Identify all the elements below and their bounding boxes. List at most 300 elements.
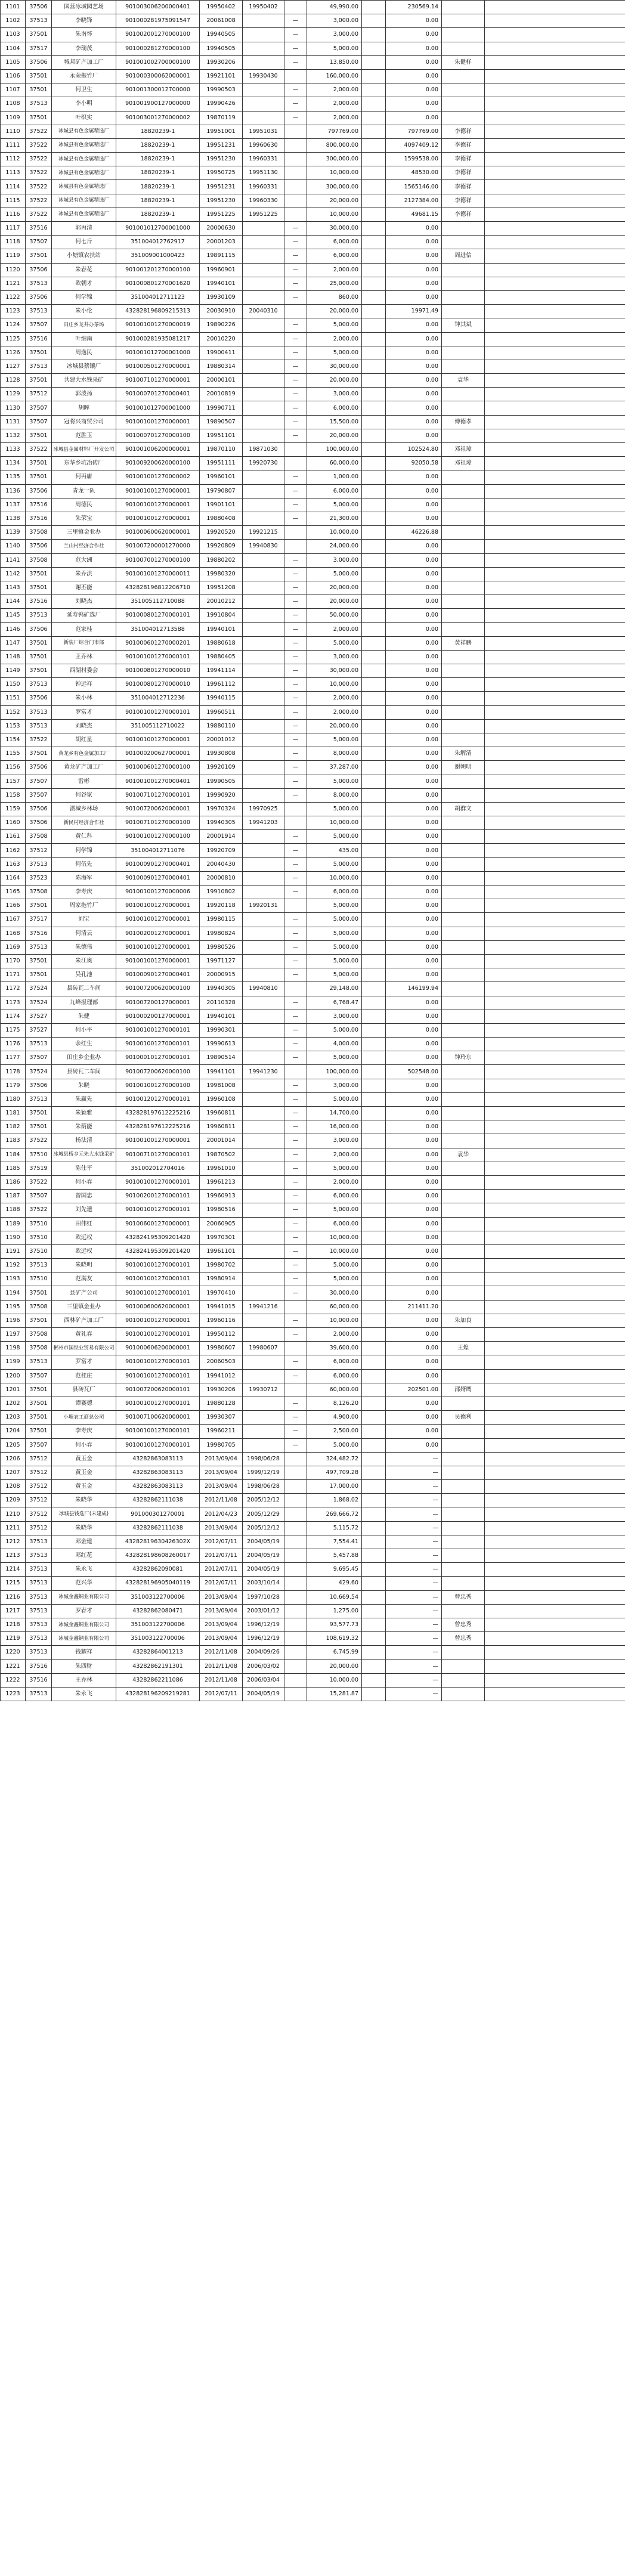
cell-col-1: 37501 bbox=[26, 1286, 52, 1300]
cell-col-0: 1177 bbox=[1, 1051, 26, 1065]
cell-col-6: — bbox=[284, 775, 307, 788]
empty-cell bbox=[485, 498, 625, 512]
cell-col-5 bbox=[243, 55, 284, 69]
cell-col-5 bbox=[243, 318, 284, 332]
empty-cell bbox=[485, 125, 625, 138]
cell-col-10: 袁华 bbox=[442, 1148, 485, 1162]
cell-col-10 bbox=[442, 540, 485, 553]
cell-col-6: — bbox=[284, 1397, 307, 1410]
cell-col-1: 37513 bbox=[26, 14, 52, 28]
cell-col-5 bbox=[243, 484, 284, 498]
table-row bbox=[1, 1632, 625, 1646]
cell-col-8 bbox=[362, 249, 386, 263]
cell-col-0: 1203 bbox=[1, 1411, 26, 1425]
cell-col-3: 43282863083113 bbox=[116, 1452, 200, 1466]
cell-col-7: 20,000.00 bbox=[307, 581, 362, 595]
cell-col-10 bbox=[442, 692, 485, 705]
cell-col-0: 1175 bbox=[1, 1023, 26, 1037]
cell-col-8 bbox=[362, 346, 386, 360]
cell-col-3: 43282862211086 bbox=[116, 1673, 200, 1687]
cell-col-7: 5,000.00 bbox=[307, 940, 362, 954]
empty-cell bbox=[485, 664, 625, 678]
cell-col-5: 19960331 bbox=[243, 180, 284, 194]
cell-col-9: 0.00 bbox=[386, 1038, 442, 1051]
cell-col-4: 20001012 bbox=[200, 733, 243, 747]
cell-col-0: 1199 bbox=[1, 1355, 26, 1369]
table-row bbox=[1, 1397, 625, 1410]
cell-col-1: 37501 bbox=[26, 429, 52, 442]
cell-col-7: 6,000.00 bbox=[307, 249, 362, 263]
table-row bbox=[1, 1217, 625, 1231]
cell-col-10 bbox=[442, 1659, 485, 1673]
cell-col-7: 3,000.00 bbox=[307, 1079, 362, 1092]
cell-col-4: 19961101 bbox=[200, 1244, 243, 1258]
cell-col-1: 37513 bbox=[26, 1632, 52, 1646]
cell-col-3: 901000200127000001 bbox=[116, 1010, 200, 1023]
cell-col-5: 19980607 bbox=[243, 1342, 284, 1355]
cell-col-9: 0.00 bbox=[386, 747, 442, 761]
cell-col-2: 雷彬 bbox=[52, 775, 116, 788]
empty-cell bbox=[485, 374, 625, 388]
cell-col-1: 37513 bbox=[26, 678, 52, 692]
cell-col-7: 6,000.00 bbox=[307, 1217, 362, 1231]
cell-col-9: — bbox=[386, 1494, 442, 1507]
cell-col-7: 10,000.00 bbox=[307, 1673, 362, 1687]
cell-col-3: 901001001270000101 bbox=[116, 1272, 200, 1286]
cell-col-8 bbox=[362, 1079, 386, 1092]
cell-col-2: 何小春 bbox=[52, 1438, 116, 1452]
cell-col-4: 19921101 bbox=[200, 69, 243, 83]
cell-col-10 bbox=[442, 1190, 485, 1203]
cell-col-8 bbox=[362, 747, 386, 761]
table-row bbox=[1, 526, 625, 540]
cell-col-8 bbox=[362, 1190, 386, 1203]
cell-col-5 bbox=[243, 871, 284, 885]
cell-col-6 bbox=[284, 457, 307, 470]
cell-col-4: 20000630 bbox=[200, 222, 243, 236]
cell-col-9: — bbox=[386, 1480, 442, 1494]
cell-col-1: 37506 bbox=[26, 761, 52, 775]
cell-col-5 bbox=[243, 401, 284, 415]
cell-col-1: 37507 bbox=[26, 1438, 52, 1452]
cell-col-8 bbox=[362, 28, 386, 42]
cell-col-3: 18820239-1 bbox=[116, 180, 200, 194]
cell-col-2: 范家桂 bbox=[52, 623, 116, 636]
table-row bbox=[1, 761, 625, 775]
cell-col-1: 37527 bbox=[26, 1023, 52, 1037]
empty-cell bbox=[485, 305, 625, 318]
cell-col-2: 邓红花 bbox=[52, 1549, 116, 1563]
cell-col-8 bbox=[362, 305, 386, 318]
cell-col-9: 4097409.12 bbox=[386, 138, 442, 152]
cell-col-4: 19940305 bbox=[200, 816, 243, 830]
cell-col-1: 37510 bbox=[26, 1148, 52, 1162]
cell-col-1: 37507 bbox=[26, 318, 52, 332]
cell-col-4: 19900411 bbox=[200, 346, 243, 360]
cell-col-1: 37522 bbox=[26, 180, 52, 194]
cell-col-4: 19980607 bbox=[200, 1342, 243, 1355]
empty-cell bbox=[485, 1162, 625, 1175]
cell-col-5 bbox=[243, 14, 284, 28]
cell-col-9: 502548.00 bbox=[386, 1065, 442, 1079]
cell-col-9: 0.00 bbox=[386, 1342, 442, 1355]
cell-col-2: 曾国忠 bbox=[52, 1190, 116, 1203]
cell-col-8 bbox=[362, 318, 386, 332]
cell-col-4: 19980516 bbox=[200, 1203, 243, 1217]
cell-col-7: 2,000.00 bbox=[307, 1328, 362, 1342]
cell-col-5: 19941230 bbox=[243, 1065, 284, 1079]
cell-col-5: 19921215 bbox=[243, 526, 284, 540]
cell-col-0: 1136 bbox=[1, 484, 26, 498]
cell-col-10 bbox=[442, 1494, 485, 1507]
cell-col-1: 37516 bbox=[26, 595, 52, 609]
cell-col-3: 901001201270000101 bbox=[116, 1092, 200, 1106]
cell-col-10 bbox=[442, 1010, 485, 1023]
cell-col-2: 共建大水钱采矿 bbox=[52, 374, 116, 388]
cell-col-0: 1106 bbox=[1, 69, 26, 83]
cell-col-9: 0.00 bbox=[386, 567, 442, 581]
cell-col-1: 37513 bbox=[26, 360, 52, 373]
cell-col-3: 901009200620000100 bbox=[116, 457, 200, 470]
cell-col-7: 25,000.00 bbox=[307, 277, 362, 290]
cell-col-3: 901001001270000101 bbox=[116, 1175, 200, 1189]
cell-col-0: 1200 bbox=[1, 1369, 26, 1383]
cell-col-8 bbox=[362, 650, 386, 664]
cell-col-3: 901001001270000002 bbox=[116, 470, 200, 484]
cell-col-6: — bbox=[284, 28, 307, 42]
cell-col-4: 19930206 bbox=[200, 1383, 243, 1397]
cell-col-2: 范兴华 bbox=[52, 1577, 116, 1590]
cell-col-0: 1137 bbox=[1, 498, 26, 512]
cell-col-9: 0.00 bbox=[386, 1438, 442, 1452]
empty-cell bbox=[485, 346, 625, 360]
cell-col-4: 19890507 bbox=[200, 415, 243, 429]
empty-cell bbox=[485, 996, 625, 1010]
cell-col-5: 19941216 bbox=[243, 1300, 284, 1314]
cell-col-4: 19951231 bbox=[200, 180, 243, 194]
cell-col-2: 余红生 bbox=[52, 1038, 116, 1051]
cell-col-2: 胡红星 bbox=[52, 733, 116, 747]
cell-col-8 bbox=[362, 623, 386, 636]
cell-col-9: 0.00 bbox=[386, 1134, 442, 1148]
cell-col-6 bbox=[284, 1687, 307, 1701]
cell-col-10 bbox=[442, 719, 485, 733]
cell-col-0: 1191 bbox=[1, 1244, 26, 1258]
cell-col-3: 901001001270000019 bbox=[116, 318, 200, 332]
cell-col-5 bbox=[243, 1092, 284, 1106]
table-row bbox=[1, 1425, 625, 1438]
cell-col-10 bbox=[442, 236, 485, 249]
table-row bbox=[1, 1521, 625, 1535]
cell-col-4: 19980705 bbox=[200, 1438, 243, 1452]
cell-col-2: 何谷家 bbox=[52, 788, 116, 802]
cell-col-2: 冰城县桥乡元先大水钱采矿 bbox=[52, 1148, 116, 1162]
cell-col-0: 1208 bbox=[1, 1480, 26, 1494]
cell-col-3: 901000301270001 bbox=[116, 1507, 200, 1521]
cell-col-3: 901007001270000100 bbox=[116, 553, 200, 567]
empty-cell bbox=[485, 512, 625, 525]
cell-col-5 bbox=[243, 388, 284, 401]
cell-col-2: 范满友 bbox=[52, 1272, 116, 1286]
cell-col-3: 901000281975091547 bbox=[116, 14, 200, 28]
cell-col-4: 2013/09/04 bbox=[200, 1521, 243, 1535]
cell-col-1: 37506 bbox=[26, 816, 52, 830]
cell-col-8 bbox=[362, 526, 386, 540]
table-row bbox=[1, 388, 625, 401]
cell-col-5: 1996/12/19 bbox=[243, 1632, 284, 1646]
cell-col-9: 146199.94 bbox=[386, 982, 442, 996]
cell-col-10 bbox=[442, 1521, 485, 1535]
cell-col-5: 2003/10/14 bbox=[243, 1577, 284, 1590]
cell-col-5 bbox=[243, 42, 284, 55]
cell-col-9: 0.00 bbox=[386, 802, 442, 816]
cell-col-8 bbox=[362, 1494, 386, 1507]
cell-col-2: 朱德伟 bbox=[52, 940, 116, 954]
cell-col-8 bbox=[362, 1328, 386, 1342]
cell-col-3: 901001001270000101 bbox=[116, 1355, 200, 1369]
cell-col-9: 0.00 bbox=[386, 954, 442, 968]
cell-col-2: 冠将兴商贸公司 bbox=[52, 415, 116, 429]
cell-col-10 bbox=[442, 788, 485, 802]
cell-col-7: 2,000.00 bbox=[307, 97, 362, 111]
cell-col-0: 1155 bbox=[1, 747, 26, 761]
cell-col-6: — bbox=[284, 678, 307, 692]
table-row bbox=[1, 1314, 625, 1327]
cell-col-5: 19930712 bbox=[243, 1383, 284, 1397]
cell-col-10 bbox=[442, 1355, 485, 1369]
cell-col-9: 0.00 bbox=[386, 484, 442, 498]
cell-col-2: 李小明 bbox=[52, 97, 116, 111]
cell-col-8 bbox=[362, 470, 386, 484]
table-row bbox=[1, 332, 625, 346]
cell-col-3: 901000801270000101 bbox=[116, 609, 200, 623]
cell-col-1: 37513 bbox=[26, 305, 52, 318]
cell-col-7: 5,000.00 bbox=[307, 857, 362, 871]
cell-col-6 bbox=[284, 1065, 307, 1079]
cell-col-1: 37512 bbox=[26, 1480, 52, 1494]
cell-col-2: 东华乡坑冶砖厂 bbox=[52, 457, 116, 470]
cell-col-0: 1158 bbox=[1, 788, 26, 802]
cell-col-8 bbox=[362, 1203, 386, 1217]
cell-col-1: 37510 bbox=[26, 1244, 52, 1258]
cell-col-2: 刘晓杰 bbox=[52, 595, 116, 609]
cell-col-5 bbox=[243, 1231, 284, 1244]
empty-cell bbox=[485, 388, 625, 401]
cell-col-4: 20060905 bbox=[200, 1217, 243, 1231]
cell-col-0: 1219 bbox=[1, 1632, 26, 1646]
cell-col-5 bbox=[243, 968, 284, 982]
cell-col-10 bbox=[442, 401, 485, 415]
cell-col-10 bbox=[442, 968, 485, 982]
table-row bbox=[1, 1010, 625, 1023]
cell-col-1: 37507 bbox=[26, 775, 52, 788]
cell-col-7: 4,900.00 bbox=[307, 1411, 362, 1425]
cell-col-5: 2003/01/12 bbox=[243, 1604, 284, 1618]
cell-col-9: — bbox=[386, 1452, 442, 1466]
empty-cell bbox=[485, 138, 625, 152]
cell-col-2: 范桂庄 bbox=[52, 1369, 116, 1383]
cell-col-8 bbox=[362, 1438, 386, 1452]
cell-col-1: 37513 bbox=[26, 719, 52, 733]
cell-col-6 bbox=[284, 69, 307, 83]
cell-col-9: 0.00 bbox=[386, 401, 442, 415]
cell-col-1: 37501 bbox=[26, 1425, 52, 1438]
cell-col-0: 1124 bbox=[1, 318, 26, 332]
cell-col-1: 37512 bbox=[26, 844, 52, 857]
cell-col-10 bbox=[442, 484, 485, 498]
cell-col-5 bbox=[243, 747, 284, 761]
cell-col-1: 37522 bbox=[26, 1203, 52, 1217]
table-row bbox=[1, 1, 625, 14]
cell-col-7: 24,000.00 bbox=[307, 540, 362, 553]
cell-col-5 bbox=[243, 650, 284, 664]
cell-col-4: 19790807 bbox=[200, 484, 243, 498]
cell-col-7: 60,000.00 bbox=[307, 1300, 362, 1314]
cell-col-10 bbox=[442, 1162, 485, 1175]
cell-col-4: 19951231 bbox=[200, 138, 243, 152]
cell-col-6 bbox=[284, 1604, 307, 1618]
cell-col-1: 37516 bbox=[26, 498, 52, 512]
cell-col-5: 19960330 bbox=[243, 194, 284, 208]
cell-col-0: 1176 bbox=[1, 1038, 26, 1051]
cell-col-1: 37507 bbox=[26, 1190, 52, 1203]
cell-col-3: 43282863083113 bbox=[116, 1466, 200, 1479]
empty-cell bbox=[485, 318, 625, 332]
cell-col-4: 19971127 bbox=[200, 954, 243, 968]
cell-col-10 bbox=[442, 111, 485, 125]
cell-col-8 bbox=[362, 166, 386, 180]
cell-col-0: 1128 bbox=[1, 374, 26, 388]
empty-cell bbox=[485, 83, 625, 97]
cell-col-2: 何小平 bbox=[52, 1023, 116, 1037]
cell-col-7: 20,000.00 bbox=[307, 429, 362, 442]
cell-col-1: 37513 bbox=[26, 1549, 52, 1563]
cell-col-7: 15,281.87 bbox=[307, 1687, 362, 1701]
cell-col-0: 1179 bbox=[1, 1079, 26, 1092]
cell-col-6: — bbox=[284, 1051, 307, 1065]
cell-col-5: 2004/09/26 bbox=[243, 1646, 284, 1659]
table-row bbox=[1, 1300, 625, 1314]
table-row bbox=[1, 886, 625, 899]
empty-cell bbox=[485, 1231, 625, 1244]
table-row bbox=[1, 401, 625, 415]
cell-col-2: 冰城县有色金属精选厂 bbox=[52, 166, 116, 180]
empty-cell bbox=[485, 1618, 625, 1631]
cell-col-4: 19990426 bbox=[200, 97, 243, 111]
cell-col-2: 胡晖 bbox=[52, 401, 116, 415]
cell-col-7: 5,000.00 bbox=[307, 954, 362, 968]
empty-cell bbox=[485, 1065, 625, 1079]
cell-col-2: 县砖瓦二车间 bbox=[52, 1065, 116, 1079]
cell-col-6: — bbox=[284, 650, 307, 664]
cell-col-3: 901001001270000001 bbox=[116, 1134, 200, 1148]
cell-col-7: 6,000.00 bbox=[307, 1355, 362, 1369]
cell-col-5: 19940830 bbox=[243, 540, 284, 553]
cell-col-1: 37501 bbox=[26, 374, 52, 388]
cell-col-9: 0.00 bbox=[386, 470, 442, 484]
cell-col-9: — bbox=[386, 1632, 442, 1646]
cell-col-6: — bbox=[284, 1411, 307, 1425]
table-row bbox=[1, 830, 625, 844]
cell-col-2: 黄玉金 bbox=[52, 1452, 116, 1466]
cell-col-8 bbox=[362, 1659, 386, 1673]
empty-cell bbox=[485, 1632, 625, 1646]
cell-col-10: 钟玲东 bbox=[442, 1051, 485, 1065]
cell-col-4: 2012/11/08 bbox=[200, 1646, 243, 1659]
cell-col-9: 0.00 bbox=[386, 1051, 442, 1065]
cell-col-10 bbox=[442, 844, 485, 857]
table-row bbox=[1, 360, 625, 373]
cell-col-10 bbox=[442, 498, 485, 512]
cell-col-1: 37501 bbox=[26, 650, 52, 664]
cell-col-3: 901001001270000101 bbox=[116, 1023, 200, 1037]
cell-col-2: 黄玉金 bbox=[52, 1480, 116, 1494]
cell-col-2: 何学锦 bbox=[52, 290, 116, 304]
cell-col-9: 0.00 bbox=[386, 1397, 442, 1410]
cell-col-8 bbox=[362, 153, 386, 166]
cell-col-1: 37507 bbox=[26, 788, 52, 802]
cell-col-2: 李瑞茂 bbox=[52, 42, 116, 55]
cell-col-4: 19941114 bbox=[200, 664, 243, 678]
table-row bbox=[1, 927, 625, 940]
cell-col-6: — bbox=[284, 954, 307, 968]
cell-col-3: 901000200627000001 bbox=[116, 747, 200, 761]
cell-col-6: — bbox=[284, 1259, 307, 1272]
cell-col-5 bbox=[243, 415, 284, 429]
cell-col-9: 0.00 bbox=[386, 871, 442, 885]
cell-col-7: 16,000.00 bbox=[307, 1120, 362, 1134]
cell-col-3: 901000701270000100 bbox=[116, 429, 200, 442]
cell-col-9: 0.00 bbox=[386, 236, 442, 249]
cell-col-3: 351004012711076 bbox=[116, 844, 200, 857]
cell-col-6 bbox=[284, 153, 307, 166]
cell-col-6 bbox=[284, 166, 307, 180]
cell-col-5 bbox=[243, 263, 284, 277]
cell-col-8 bbox=[362, 761, 386, 775]
empty-cell bbox=[485, 1314, 625, 1327]
cell-col-0: 1204 bbox=[1, 1425, 26, 1438]
cell-col-8 bbox=[362, 1507, 386, 1521]
cell-col-1: 37510 bbox=[26, 1231, 52, 1244]
cell-col-9: 0.00 bbox=[386, 899, 442, 913]
cell-col-3: 432828197612225216 bbox=[116, 1107, 200, 1120]
cell-col-2: 西林矿产加工厂 bbox=[52, 1314, 116, 1327]
cell-col-5 bbox=[243, 498, 284, 512]
cell-col-10: 李德祥 bbox=[442, 125, 485, 138]
cell-col-1: 37519 bbox=[26, 1162, 52, 1175]
empty-cell bbox=[485, 1604, 625, 1618]
cell-col-5: 2005/12/12 bbox=[243, 1494, 284, 1507]
cell-col-10: 胡群文 bbox=[442, 802, 485, 816]
cell-col-2: 陈海军 bbox=[52, 871, 116, 885]
cell-col-6: — bbox=[284, 1148, 307, 1162]
cell-col-5 bbox=[243, 1079, 284, 1092]
cell-col-8 bbox=[362, 1231, 386, 1244]
cell-col-8 bbox=[362, 540, 386, 553]
cell-col-3: 901000101270000101 bbox=[116, 1051, 200, 1065]
empty-cell bbox=[485, 443, 625, 457]
cell-col-4: 2012/07/11 bbox=[200, 1549, 243, 1563]
cell-col-10 bbox=[442, 1272, 485, 1286]
cell-col-0: 1207 bbox=[1, 1466, 26, 1479]
cell-col-2: 小塘镇农扶站 bbox=[52, 249, 116, 263]
cell-col-7: 5,000.00 bbox=[307, 42, 362, 55]
empty-cell bbox=[485, 180, 625, 194]
cell-col-8 bbox=[362, 443, 386, 457]
cell-col-7: 5,000.00 bbox=[307, 802, 362, 816]
cell-col-0: 1109 bbox=[1, 111, 26, 125]
cell-col-6: — bbox=[284, 1231, 307, 1244]
